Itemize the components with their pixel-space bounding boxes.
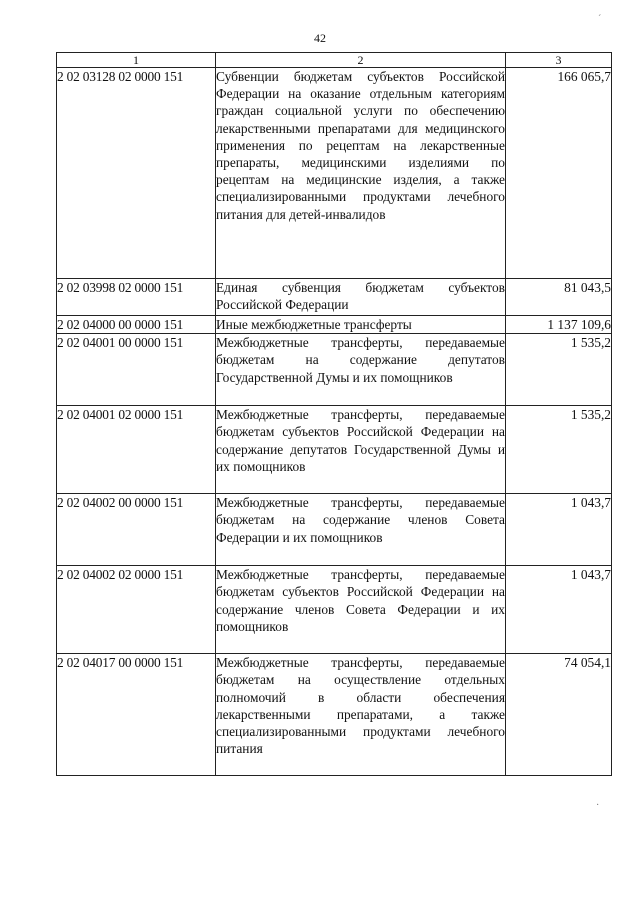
table-row [57, 494, 612, 566]
row-code: 2 02 04001 02 0000 151 [57, 406, 216, 494]
row-amount: 166 065,7 [506, 68, 612, 279]
budget-table [56, 52, 612, 776]
row-amount: 1 137 109,6 [506, 316, 612, 334]
row-code: 2 02 03998 02 0000 151 [57, 279, 216, 316]
row-code: 2 02 04017 00 0000 151 [57, 654, 216, 776]
row-code: 2 02 04000 00 0000 151 [57, 316, 216, 334]
table-row [57, 406, 612, 494]
row-description: Межбюджетные трансферты, передаваемые бюджетам на содержание членов Совета Федерации и их помощников [216, 494, 506, 566]
scan-speck: · [596, 800, 600, 811]
row-description: Субвенции бюджетам субъектов Российской Федерации на оказание отдельным категориям граждан социальной услуги по обеспечению лекарственными препаратами для медицинского применения по рецептам на лекарственные препараты, медицинскими изделиями по рецептам на медицинские изделия, а также специализированными продуктами лечебного питания для детей-инвалидов [216, 68, 506, 279]
table-row [57, 279, 612, 316]
scan-speck: ´ [598, 14, 602, 25]
row-description: Межбюджетные трансферты, передаваемые бюджетам субъектов Российской Федерации на содержание членов Совета Федерации и их помощников [216, 566, 506, 654]
row-description: Межбюджетные трансферты, передаваемые бюджетам на содержание депутатов Государственной Думы и их помощников [216, 334, 506, 406]
table-row [57, 316, 612, 334]
row-code: 2 02 04002 00 0000 151 [57, 494, 216, 566]
row-code: 2 02 04001 00 0000 151 [57, 334, 216, 406]
row-code: 2 02 03128 02 0000 151 [57, 68, 216, 279]
column-header-amount: 3 [506, 53, 612, 68]
row-description: Межбюджетные трансферты, передаваемые бюджетам на осуществление отдельных полномочий в области обеспечения лекарственными препаратами, а также специализированными продуктами лечебного питания [216, 654, 506, 776]
row-amount: 1 043,7 [506, 494, 612, 566]
table-row [57, 334, 612, 406]
row-amount: 81 043,5 [506, 279, 612, 316]
table-row [57, 566, 612, 654]
table-row [57, 68, 612, 279]
column-header-description: 2 [216, 53, 506, 68]
row-amount: 1 535,2 [506, 334, 612, 406]
column-header-code: 1 [57, 53, 216, 68]
row-amount: 1 043,7 [506, 566, 612, 654]
row-description: Иные межбюджетные трансферты [216, 316, 506, 334]
row-amount: 1 535,2 [506, 406, 612, 494]
row-description: Единая субвенция бюджетам субъектов Российской Федерации [216, 279, 506, 316]
table-header-row [57, 53, 612, 68]
page-number: 42 [314, 31, 326, 45]
row-description: Межбюджетные трансферты, передаваемые бюджетам субъектов Российской Федерации на содержание депутатов Государственной Думы и их помощников [216, 406, 506, 494]
row-amount: 74 054,1 [506, 654, 612, 776]
row-code: 2 02 04002 02 0000 151 [57, 566, 216, 654]
table-row [57, 654, 612, 776]
